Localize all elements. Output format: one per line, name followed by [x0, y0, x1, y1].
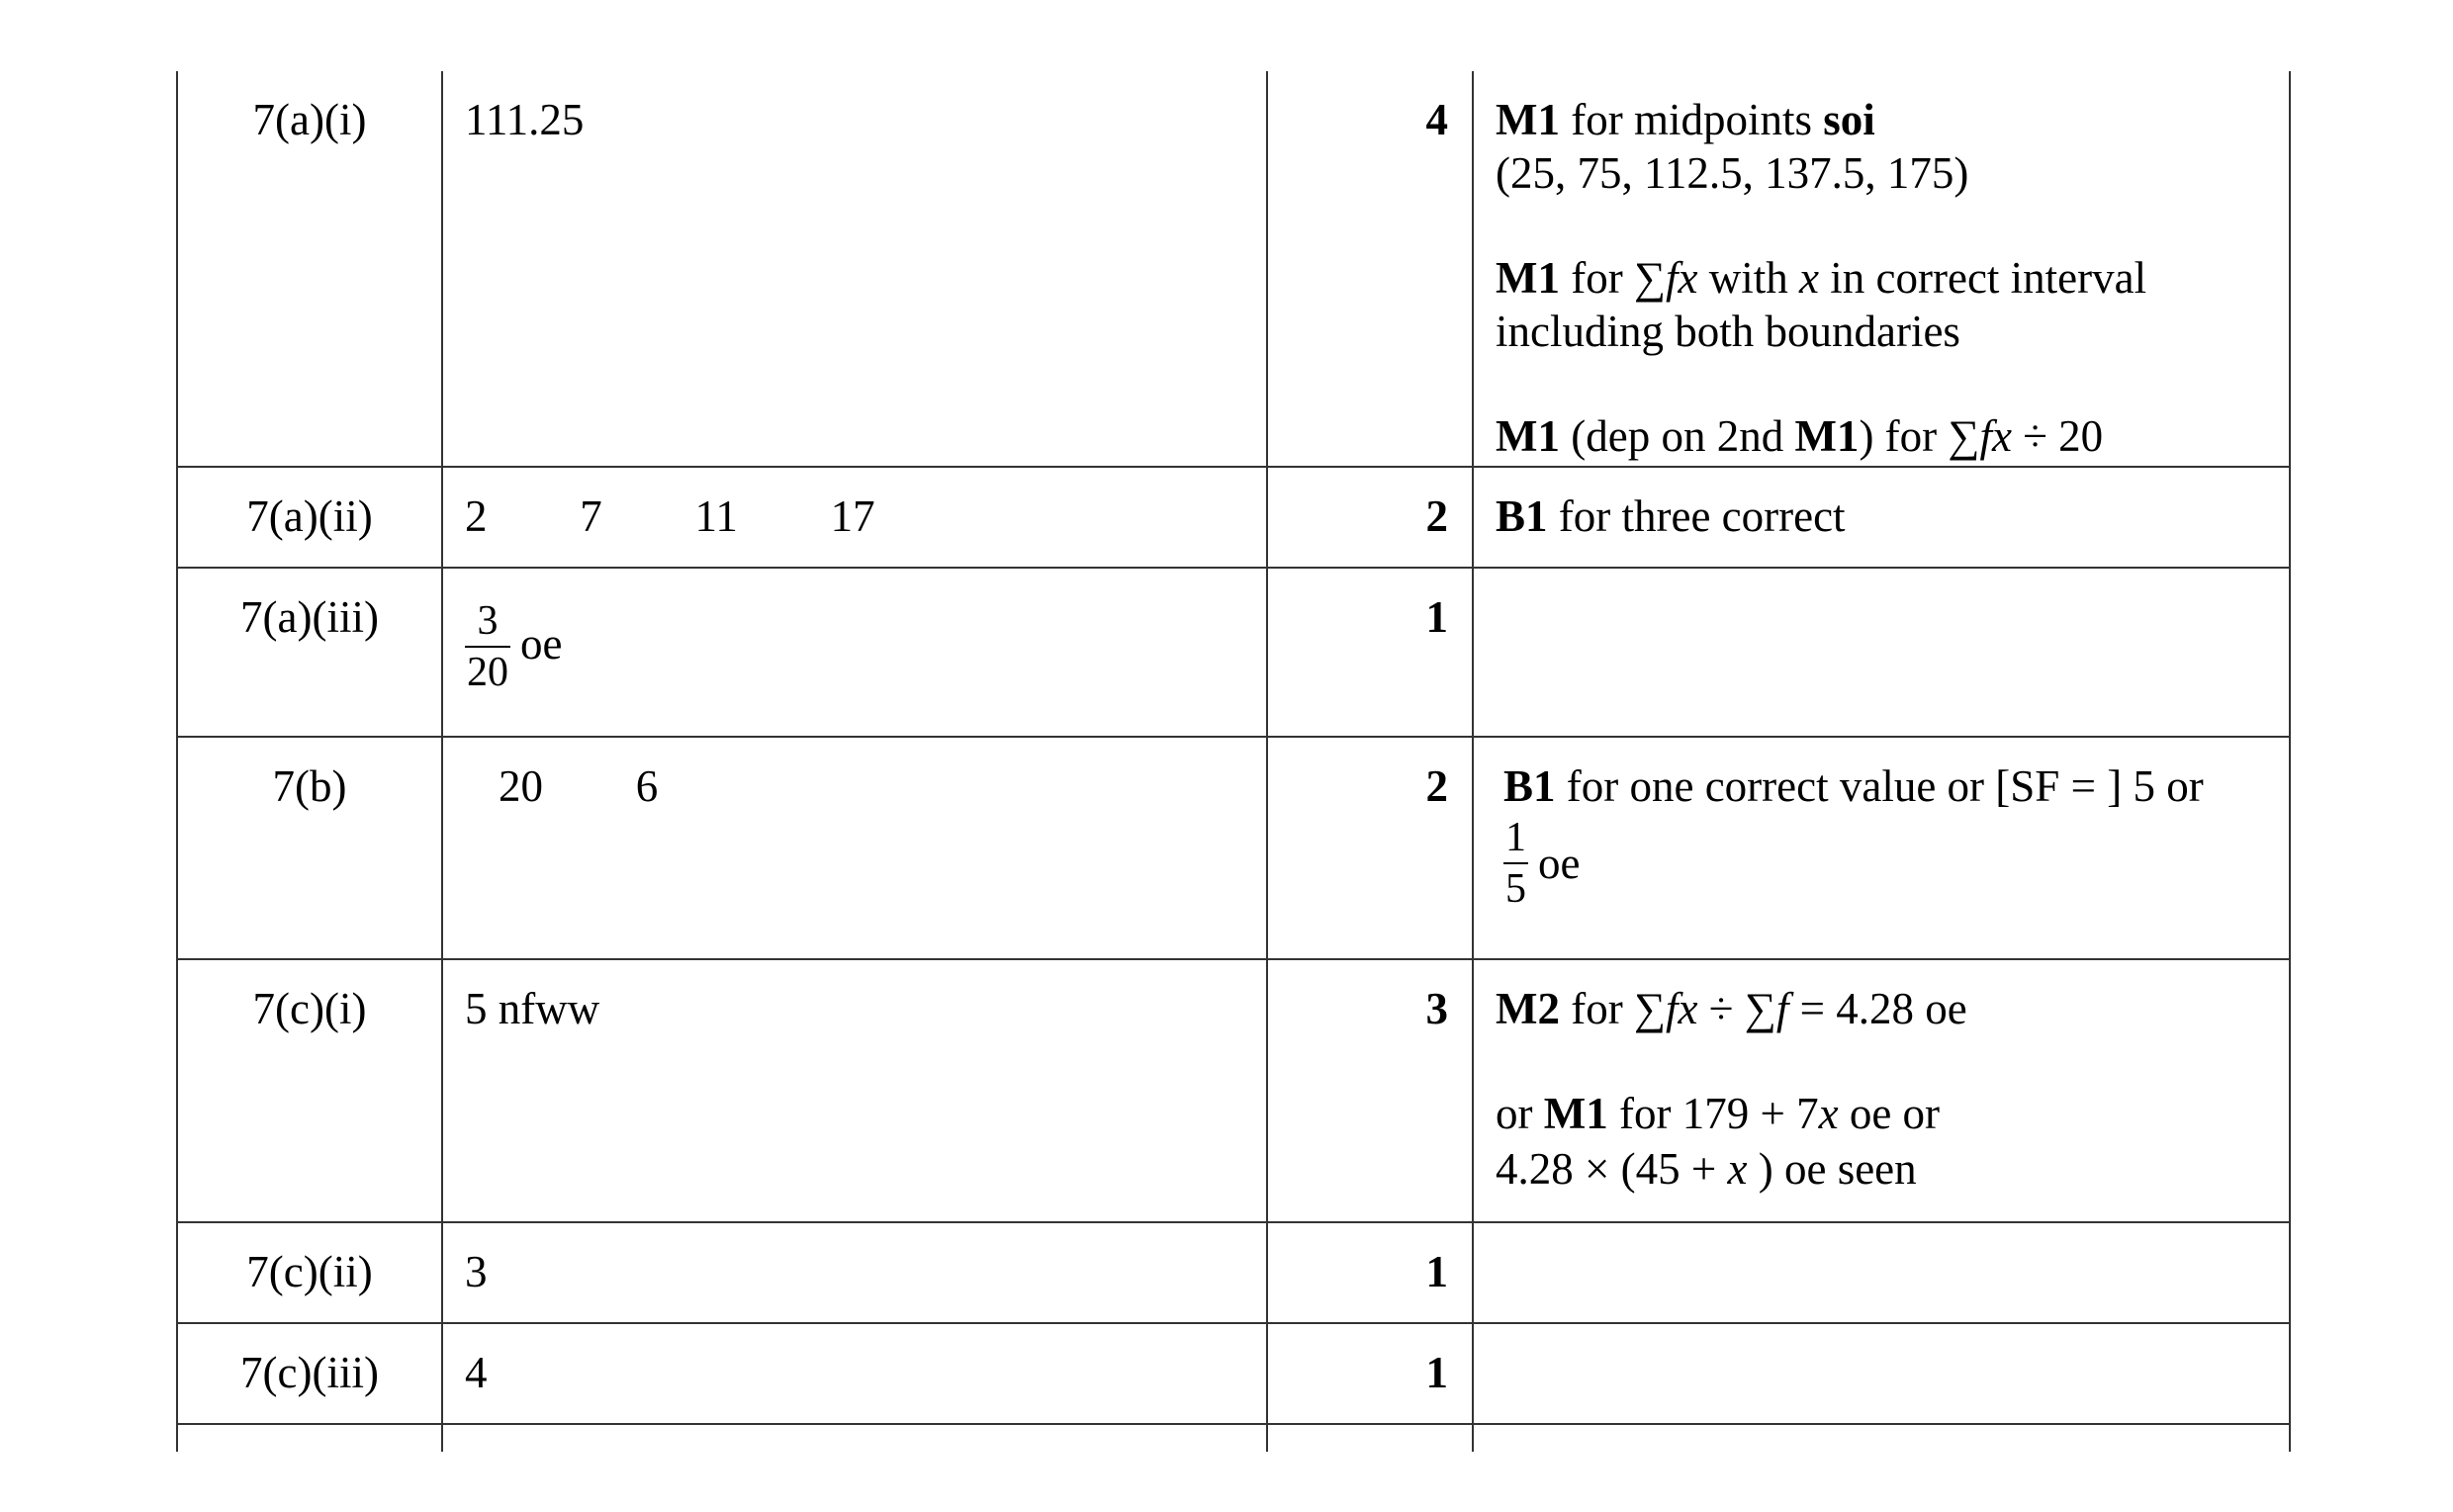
answer-cell: 3 [442, 1222, 1267, 1323]
fraction-denominator: 5 [1505, 866, 1526, 913]
empty-cell [1473, 1424, 2290, 1452]
empty-cell [177, 1424, 442, 1452]
marks-cell: 1 [1267, 1323, 1473, 1424]
answer-cell: 5 nfww [442, 959, 1267, 1222]
empty-cell [1267, 1424, 1473, 1452]
guidance-cell [1473, 467, 2290, 568]
guidance-line [1496, 1087, 2289, 1140]
math-variable: f [1775, 984, 1789, 1033]
guidance-cell [1473, 71, 2290, 467]
guidance-text: oe or [1838, 1089, 1941, 1138]
table-row [177, 959, 2290, 1222]
marks-cell: 3 [1267, 959, 1473, 1222]
math-variable: x [1799, 253, 1820, 303]
answer-cell [442, 467, 1267, 568]
guidance-cell [1473, 737, 2290, 959]
mark-code: M1 [1496, 253, 1560, 303]
question-cell: 7(b) [177, 737, 442, 959]
table-row [177, 1222, 2290, 1323]
guidance-text: or [1496, 1089, 1544, 1138]
guidance-suffix: oe [1538, 839, 1581, 889]
guidance-text: for ∑ [1559, 984, 1667, 1033]
fraction-numerator: 1 [1503, 813, 1528, 864]
question-cell: 7(a)(iii) [177, 568, 442, 737]
guidance-text: = 4.28 oe [1788, 984, 1967, 1033]
guidance-text: with [1697, 253, 1800, 303]
guidance-line: (25, 75, 112.5, 137.5, 175) [1496, 148, 1969, 198]
table-row [177, 568, 2290, 737]
empty-cell [442, 1424, 1267, 1452]
question-cell: 7(a)(i) [177, 71, 442, 467]
guidance-text: for 179 + 7 [1607, 1089, 1819, 1138]
fraction [465, 596, 510, 698]
guidance-line [1496, 982, 2289, 1035]
question-cell: 7(c)(iii) [177, 1323, 442, 1424]
answer-cell: 111.25 [442, 71, 1267, 467]
fraction-numerator: 3 [465, 596, 510, 648]
table-row-continuation [177, 1424, 2290, 1452]
guidance-text: (dep on 2nd [1559, 411, 1795, 461]
question-cell: 7(a)(ii) [177, 467, 442, 568]
fraction [1503, 813, 1528, 915]
guidance-line [1496, 251, 2289, 305]
marks-cell: 1 [1267, 1222, 1473, 1323]
fraction-denominator: 20 [467, 650, 508, 696]
guidance-text: ) oe seen [1747, 1144, 1917, 1194]
guidance-text: for ∑ [1559, 253, 1667, 303]
mark-code: M1 [1496, 411, 1560, 461]
mark-code: B1 [1496, 491, 1548, 541]
paragraph-gap [1496, 358, 2289, 409]
guidance-line [1496, 1142, 2289, 1196]
mark-scheme-table [176, 71, 2291, 1452]
table-row [177, 1323, 2290, 1424]
guidance-line [1503, 759, 2289, 813]
table-row [177, 467, 2290, 568]
guidance-text: ) for ∑ [1859, 411, 1980, 461]
marks-cell: 2 [1267, 467, 1473, 568]
guidance-text: for one correct value or [SF = ] 5 or [1555, 761, 2204, 811]
math-variable: x [1727, 1144, 1748, 1194]
guidance-text: in correct interval [1819, 253, 2147, 303]
mark-code: soi [1823, 95, 1875, 144]
marks-cell: 1 [1267, 568, 1473, 737]
paragraph-gap [1496, 200, 2289, 251]
marks-cell: 2 [1267, 737, 1473, 959]
math-variable: fx [1666, 984, 1698, 1033]
guidance-line: including both boundaries [1496, 307, 1960, 356]
guidance-cell [1473, 1222, 2290, 1323]
answer-cell [442, 737, 1267, 959]
guidance-line [1496, 409, 2289, 463]
mark-code: M1 [1794, 411, 1860, 461]
guidance-line [1496, 93, 2289, 146]
answer-suffix: oe [520, 619, 563, 669]
guidance-text: ÷ 20 [2011, 411, 2104, 461]
guidance-text: for three correct [1547, 491, 1846, 541]
paragraph-gap [1496, 1035, 2289, 1087]
mark-code: M1 [1496, 95, 1560, 144]
math-variable: fx [1979, 411, 2012, 461]
mark-code: B1 [1503, 761, 1556, 811]
math-variable: fx [1666, 253, 1698, 303]
question-cell: 7(c)(i) [177, 959, 442, 1222]
guidance-text: for midpoints [1559, 95, 1824, 144]
answer-cell [442, 568, 1267, 737]
math-variable: x [1818, 1089, 1839, 1138]
question-cell: 7(c)(ii) [177, 1222, 442, 1323]
answer-cell: 4 [442, 1323, 1267, 1424]
guidance-cell [1473, 959, 2290, 1222]
answer-text: 2 7 11 17 [465, 491, 875, 541]
table-row [177, 737, 2290, 959]
mark-code: M2 [1496, 984, 1560, 1033]
guidance-cell [1473, 568, 2290, 737]
marks-cell: 4 [1267, 71, 1473, 467]
answer-text: 20 6 [499, 761, 659, 811]
guidance-cell [1473, 1323, 2290, 1424]
mark-code: M1 [1543, 1089, 1608, 1138]
guidance-text: ÷ ∑ [1697, 984, 1776, 1033]
guidance-text: 4.28 × (45 + [1496, 1144, 1728, 1194]
table-row [177, 71, 2290, 467]
